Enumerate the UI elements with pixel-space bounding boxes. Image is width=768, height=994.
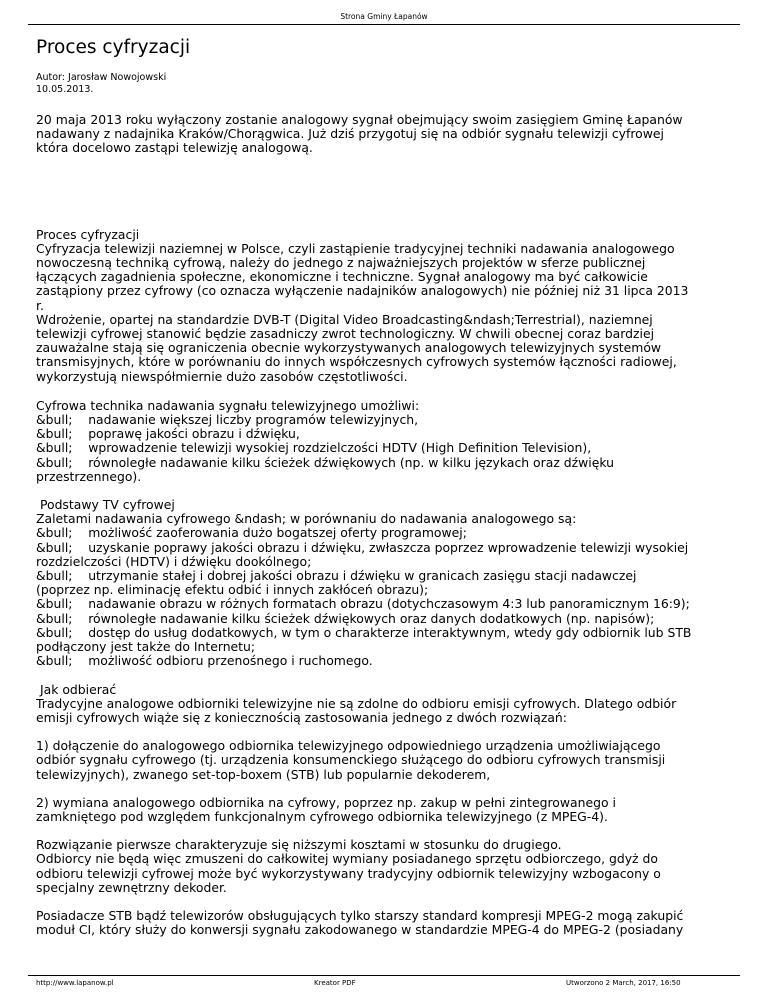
header-rule bbox=[28, 24, 740, 25]
author-line: Autor: Jarosław Nowojowski bbox=[36, 72, 167, 83]
section-rozwiazanie: Rozwiązanie pierwsze charakteryzuje się niższymi kosztami w stosunku do drugiego. Odbiorcy nie będą więc zmuszeni do całkowitej wymiany posiadanego sprzętu odbiorczego, gdyż do odbioru telewizji cyfrowej może być wykorzystywany tradycyjny odbiornik telewizyjny wzbogacony o specjalny zewnętrzny dekoder. bbox=[36, 837, 661, 895]
article-meta bbox=[36, 72, 736, 96]
section-option-1: 1) dołączenie do analogowego odbiornika telewizyjnego odpowiedniego urządzenia umożliwiającego odbiór sygnału cyfrowego (tj. urządzenia konsumenckiego służącego do odbioru cyfrowych transmisji telewizyjnych), zwanego set-top-boxem (STB) lub popularnie dekoderem, bbox=[36, 738, 666, 782]
section-posiadacze-stb: Posiadacze STB bądź telewizorów obsługujących tylko starszy standard kompresji MPEG-2 mogą zakupić moduł CI, który służy do konwersji sygnału zakodowanego w standardzie MPEG-4 do MPEG-2 (posiadany bbox=[36, 907, 684, 938]
intro-paragraph: 20 maja 2013 roku wyłączony zostanie analogowy sygnał obejmujący swoim zasięgiem Gminę Łapanów nadawany z nadajnika Kraków/Chorągwica. Już dziś przygotuj się na odbiór sygnału telewizji cyfrowej która docelowo zastąpi telewizję analogową. bbox=[36, 112, 683, 156]
article bbox=[36, 30, 736, 937]
footer-rule bbox=[28, 975, 740, 976]
footer-created-date: Utworzono 2 March, 2017, 16:50 bbox=[566, 979, 681, 987]
date-line: 10.05.2013. bbox=[36, 84, 94, 95]
section-umozliwi-list: Cyfrowa technika nadawania sygnału telewizyjnego umożliwi: &bull; nadawanie większej liczby programów telewizyjnych, &bull; poprawę jakości obrazu i dźwięku, &bull; wprowadzenie telewizji wysokiej rozdzielczości HDTV (High Definition Television), &bull; równoległe nadawanie kilku ścieżek dźwiękowych (np. w kilku językach oraz dźwięku przestrzennego). bbox=[36, 397, 614, 484]
site-title-header: Strona Gminy Łapanów bbox=[340, 12, 428, 21]
section-proces-cyfryzacji: Proces cyfryzacji Cyfryzacja telewizji naziemnej w Polsce, czyli zastąpienie tradycyjnej techniki nadawania analogowego nowoczesną techniką cyfrową, należy do jednego z najważniejszych projektów w sferze publicznej łączących zagadnienia społeczne, ekonomiczne i techniczne. Sygnał analogowy ma być całkowicie zastąpiony przez cyfrowy (co oznacza wyłączenie nadajników analogowych) nie później niż 31 lipca 2013 r. Wdrożenie, opartej na standardzie DVB-T (Digital Video Broadcasting&ndash;Terrestrial), naziemnej telewizji cyfrowej stanowić będzie zasadniczy zwrot technologiczny. W chwili obecnej coraz bardziej zauważalne stają się ograniczenia obecnie wykorzystywanych analogowych telewizyjnych systemów transmisyjnych, które w porównaniu do innych współczesnych cyfrowych systemów łączności radiowej, wykorzystują niewspółmiernie dużo zasobów częstotliwości. bbox=[36, 226, 689, 384]
section-jak-odbierac: Jak odbierać Tradycyjne analogowe odbiorniki telewizyjne nie są zdolne do odbioru emisji cyfrowych. Dlatego odbiór emisji cyfrowych wiąże się z koniecznością zastosowania jednego z dwóch rozwiązań: bbox=[36, 681, 677, 725]
section-option-2: 2) wymiana analogowego odbiornika na cyfrowy, poprzez np. zakup w pełni zintegrowanego i zamkniętego pod względem funkcjonalnym cyfrowego odbiornika telewizyjnego (z MPEG-4). bbox=[36, 794, 616, 824]
footer-url-link[interactable]: http://www.lapanow.pl bbox=[36, 979, 114, 987]
section-podstawy-tv: Podstawy TV cyfrowej Zaletami nadawania cyfrowego &ndash; w porównaniu do nadawania analogowego są: &bull; możliwość zaoferowania dużo bogatszej oferty programowej; &bull; uzyskanie poprawy jakości obrazu i dźwięku, zwłaszcza poprzez wprowadzenie telewizji wysokiej rozdzielczości (HDTV) i dźwięku dookólnego; &bull; utrzymanie stałej i dobrej jakości obrazu i dźwięku w granicach zasięgu stacji nadawczej (poprzez np. eliminację efektu odbić i innych zakłóceń obrazu); &bull; nadawanie obrazu w różnych formatach obrazu (dotychczasowym 4:3 lub panoramicznym 16:9); &bull; równoległe nadawanie kilku ścieżek dźwiękowych oraz danych dodatkowych (np. napisów); &bull; dostęp do usług dodatkowych, w tym o charakterze interaktywnym, wtedy gdy odbiornik lub STB podłączony jest także do Internetu; &bull; możliwość odbioru przenośnego i ruchomego. bbox=[36, 497, 692, 669]
page-title: Proces cyfryzacji bbox=[36, 37, 191, 58]
footer-generator: Kreator PDF bbox=[314, 979, 356, 987]
